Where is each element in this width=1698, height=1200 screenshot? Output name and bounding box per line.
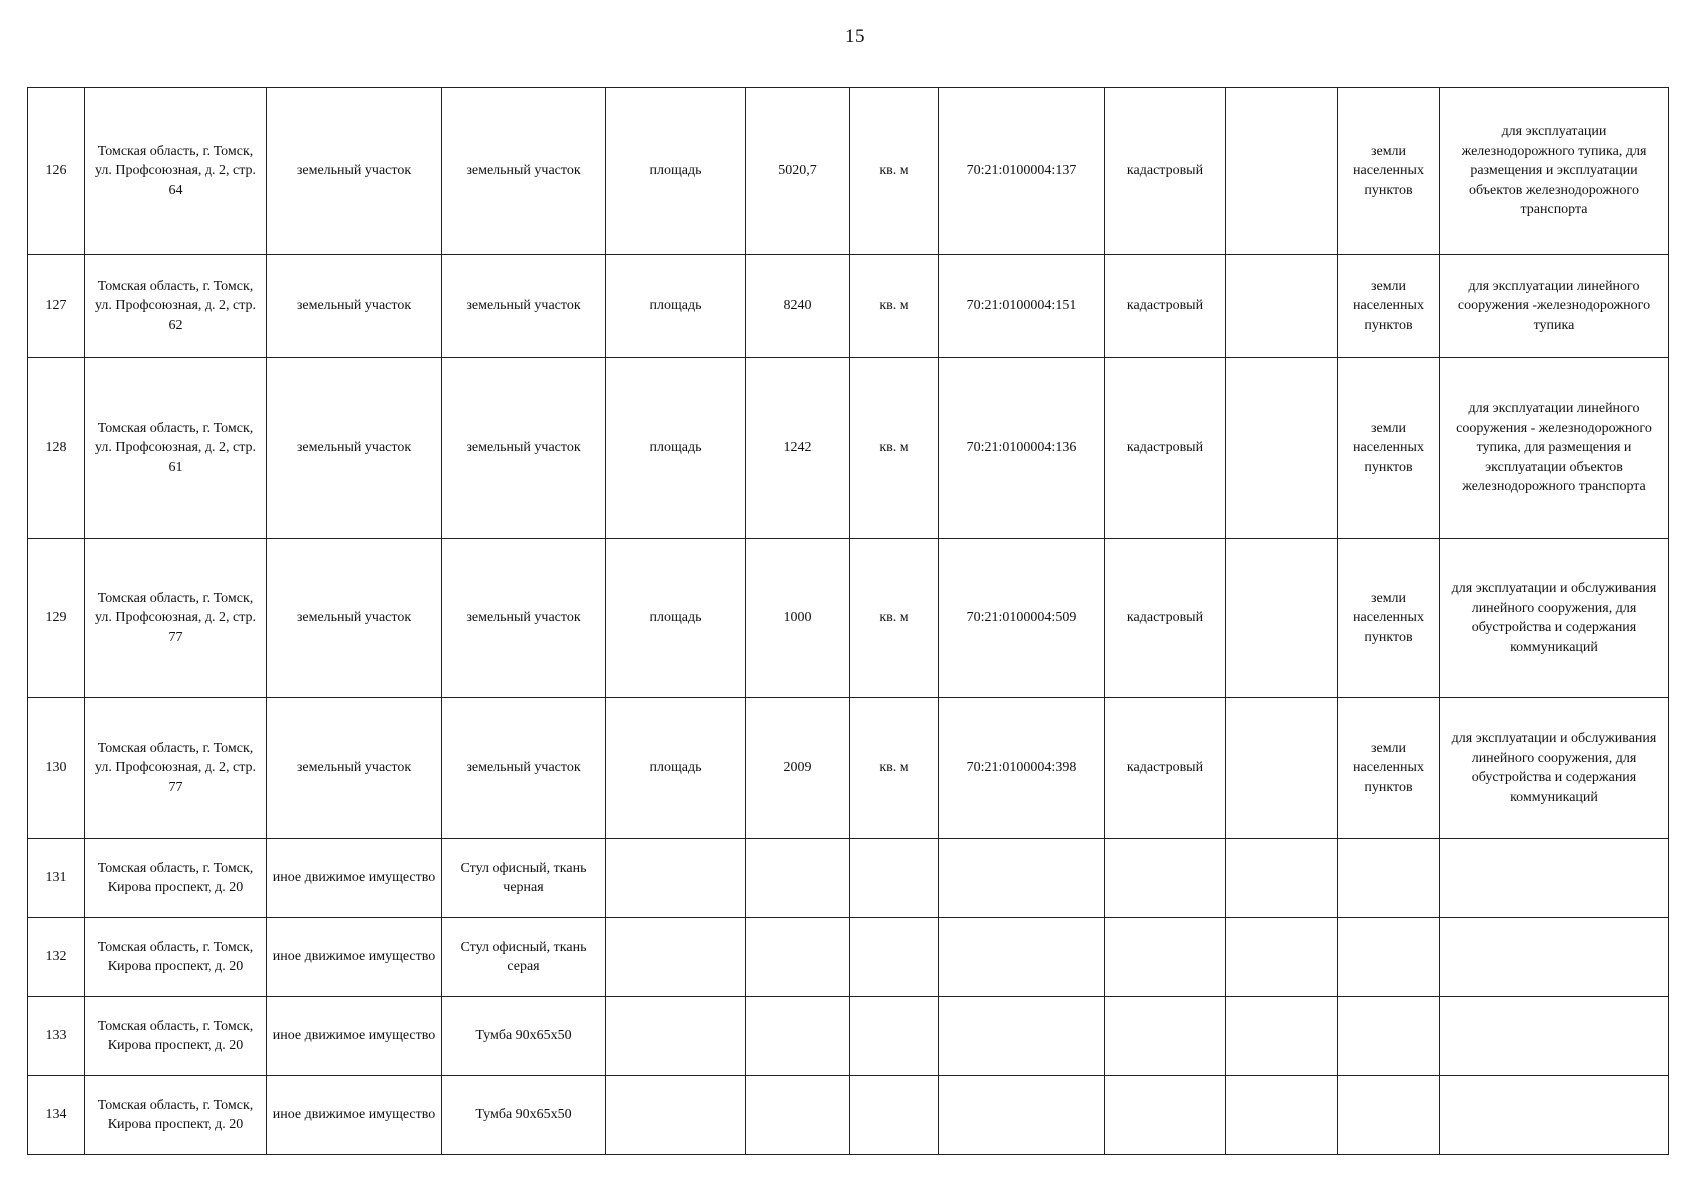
cell-number-type (1105, 1076, 1226, 1155)
cell-cadastral-number (939, 1076, 1105, 1155)
cell-permitted-use (1440, 918, 1669, 997)
property-registry-table (27, 87, 1669, 1155)
cell-extra (1226, 839, 1338, 918)
cell-land-category (1338, 839, 1440, 918)
cell-row-number: 127 (28, 255, 85, 358)
cell-land-category (1338, 918, 1440, 997)
cell-value: 5020,7 (746, 88, 850, 255)
cell-property-type: земельный участок (267, 698, 442, 839)
cell-parameter: площадь (606, 358, 746, 539)
cell-number-type: кадастровый (1105, 255, 1226, 358)
table-row (28, 918, 1669, 997)
cell-number-type: кадастровый (1105, 539, 1226, 698)
cell-name: земельный участок (442, 255, 606, 358)
cell-permitted-use (1440, 839, 1669, 918)
cell-property-type: земельный участок (267, 358, 442, 539)
cell-property-type: иное движимое имущество (267, 1076, 442, 1155)
cell-unit (850, 918, 939, 997)
cell-cadastral-number (939, 918, 1105, 997)
cell-property-type: иное движимое имущество (267, 839, 442, 918)
cell-extra (1226, 255, 1338, 358)
cell-name: земельный участок (442, 88, 606, 255)
cell-value (746, 1076, 850, 1155)
cell-name: земельный участок (442, 358, 606, 539)
table-row (28, 255, 1669, 358)
cell-cadastral-number: 70:21:0100004:398 (939, 698, 1105, 839)
cell-permitted-use: для эксплуатации и обслуживания линейного сооружения, для обустройства и содержания коммуникаций (1440, 539, 1669, 698)
cell-address: Томская область, г. Томск, Кирова проспект, д. 20 (85, 997, 267, 1076)
cell-extra (1226, 997, 1338, 1076)
page-number: 15 (845, 26, 865, 47)
cell-number-type: кадастровый (1105, 358, 1226, 539)
cell-land-category (1338, 1076, 1440, 1155)
cell-number-type (1105, 839, 1226, 918)
cell-name: Тумба 90х65х50 (442, 997, 606, 1076)
cell-value (746, 997, 850, 1076)
cell-address: Томская область, г. Томск, ул. Профсоюзная, д. 2, стр. 62 (85, 255, 267, 358)
cell-unit: кв. м (850, 255, 939, 358)
cell-cadastral-number (939, 997, 1105, 1076)
cell-parameter (606, 918, 746, 997)
cell-row-number: 128 (28, 358, 85, 539)
cell-extra (1226, 918, 1338, 997)
cell-permitted-use: для эксплуатации линейного сооружения -железнодорожного тупика (1440, 255, 1669, 358)
cell-land-category: земли населенных пунктов (1338, 539, 1440, 698)
table-row (28, 698, 1669, 839)
cell-parameter (606, 997, 746, 1076)
cell-cadastral-number (939, 839, 1105, 918)
cell-unit: кв. м (850, 88, 939, 255)
cell-address: Томская область, г. Томск, ул. Профсоюзная, д. 2, стр. 61 (85, 358, 267, 539)
cell-address: Томская область, г. Томск, Кирова проспект, д. 20 (85, 839, 267, 918)
cell-permitted-use: для эксплуатации и обслуживания линейного сооружения, для обустройства и содержания коммуникаций (1440, 698, 1669, 839)
cell-permitted-use (1440, 997, 1669, 1076)
table-row (28, 1076, 1669, 1155)
cell-property-type: земельный участок (267, 88, 442, 255)
cell-address: Томская область, г. Томск, Кирова проспект, д. 20 (85, 1076, 267, 1155)
table-row (28, 997, 1669, 1076)
cell-extra (1226, 88, 1338, 255)
cell-extra (1226, 358, 1338, 539)
cell-extra (1226, 539, 1338, 698)
cell-cadastral-number: 70:21:0100004:136 (939, 358, 1105, 539)
cell-value: 1242 (746, 358, 850, 539)
table-row (28, 839, 1669, 918)
cell-number-type: кадастровый (1105, 698, 1226, 839)
cell-unit (850, 839, 939, 918)
cell-name: Стул офисный, ткань черная (442, 839, 606, 918)
cell-row-number: 130 (28, 698, 85, 839)
cell-value (746, 918, 850, 997)
cell-parameter (606, 839, 746, 918)
cell-number-type (1105, 918, 1226, 997)
table-row (28, 539, 1669, 698)
cell-property-type: земельный участок (267, 539, 442, 698)
cell-extra (1226, 1076, 1338, 1155)
cell-land-category: земли населенных пунктов (1338, 698, 1440, 839)
cell-cadastral-number: 70:21:0100004:509 (939, 539, 1105, 698)
cell-permitted-use: для эксплуатации железнодорожного тупика, для размещения и эксплуатации объектов железнодорожного транспорта (1440, 88, 1669, 255)
cell-unit: кв. м (850, 539, 939, 698)
cell-row-number: 129 (28, 539, 85, 698)
cell-value: 1000 (746, 539, 850, 698)
cell-row-number: 126 (28, 88, 85, 255)
cell-number-type: кадастровый (1105, 88, 1226, 255)
cell-cadastral-number: 70:21:0100004:151 (939, 255, 1105, 358)
cell-number-type (1105, 997, 1226, 1076)
cell-name: Тумба 90х65х50 (442, 1076, 606, 1155)
cell-land-category: земли населенных пунктов (1338, 88, 1440, 255)
cell-unit: кв. м (850, 698, 939, 839)
cell-row-number: 131 (28, 839, 85, 918)
cell-property-type: иное движимое имущество (267, 997, 442, 1076)
cell-name: Стул офисный, ткань серая (442, 918, 606, 997)
cell-extra (1226, 698, 1338, 839)
cell-unit: кв. м (850, 358, 939, 539)
cell-address: Томская область, г. Томск, Кирова проспект, д. 20 (85, 918, 267, 997)
cell-value (746, 839, 850, 918)
table-row (28, 358, 1669, 539)
cell-property-type: иное движимое имущество (267, 918, 442, 997)
cell-permitted-use (1440, 1076, 1669, 1155)
cell-parameter (606, 1076, 746, 1155)
cell-address: Томская область, г. Томск, ул. Профсоюзная, д. 2, стр. 77 (85, 539, 267, 698)
cell-value: 8240 (746, 255, 850, 358)
cell-parameter: площадь (606, 539, 746, 698)
cell-cadastral-number: 70:21:0100004:137 (939, 88, 1105, 255)
cell-parameter: площадь (606, 88, 746, 255)
cell-property-type: земельный участок (267, 255, 442, 358)
cell-name: земельный участок (442, 698, 606, 839)
cell-row-number: 133 (28, 997, 85, 1076)
cell-address: Томская область, г. Томск, ул. Профсоюзная, д. 2, стр. 77 (85, 698, 267, 839)
cell-land-category (1338, 997, 1440, 1076)
cell-parameter: площадь (606, 698, 746, 839)
cell-parameter: площадь (606, 255, 746, 358)
cell-name: земельный участок (442, 539, 606, 698)
cell-row-number: 134 (28, 1076, 85, 1155)
table-row (28, 88, 1669, 255)
cell-value: 2009 (746, 698, 850, 839)
cell-land-category: земли населенных пунктов (1338, 358, 1440, 539)
cell-unit (850, 997, 939, 1076)
cell-unit (850, 1076, 939, 1155)
cell-row-number: 132 (28, 918, 85, 997)
cell-address: Томская область, г. Томск, ул. Профсоюзная, д. 2, стр. 64 (85, 88, 267, 255)
cell-permitted-use: для эксплуатации линейного сооружения - железнодорожного тупика, для размещения и эксплуатации объектов железнодорожного транспорта (1440, 358, 1669, 539)
cell-land-category: земли населенных пунктов (1338, 255, 1440, 358)
